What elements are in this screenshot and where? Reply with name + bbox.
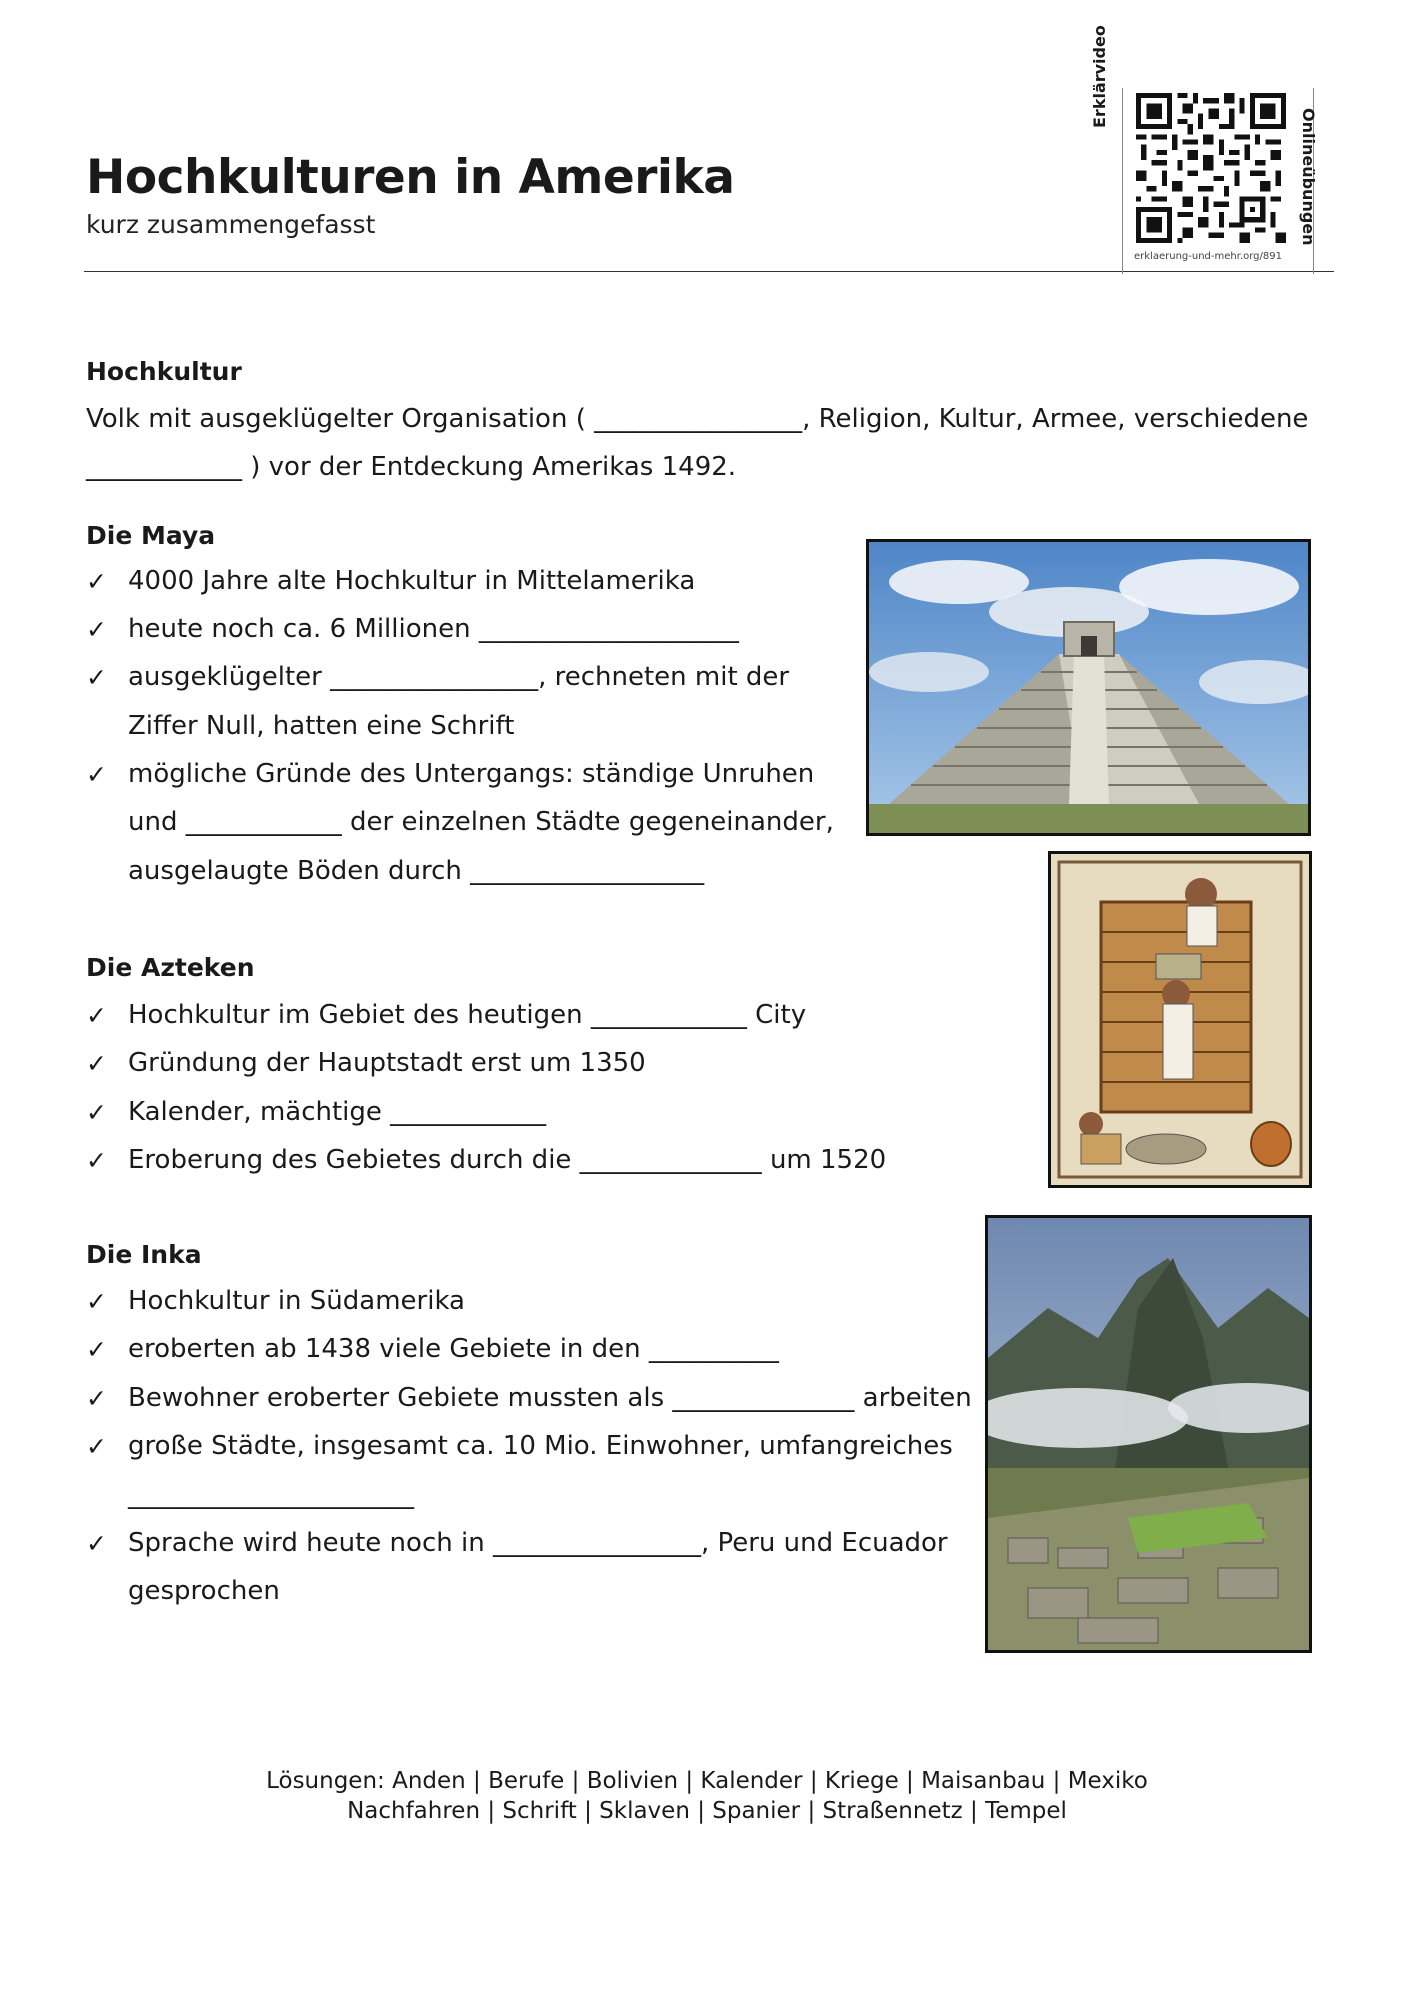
section-heading-hochkultur: Hochkultur <box>86 357 242 386</box>
page-title: Hochkulturen in Amerika <box>86 150 735 205</box>
checkmark-icon: ✓ <box>86 1146 107 1175</box>
checkmark-icon: ✓ <box>86 1529 107 1558</box>
online-exercises-label: Onlineübungen <box>1299 108 1318 246</box>
list-item-text: ______________________ <box>128 1480 414 1510</box>
list-item-text: und ____________ der einzelnen Städte gegeneinander, <box>128 807 834 837</box>
list-item-text: ausgeklügelter ________________, rechneten mit der <box>128 662 790 692</box>
solutions-box <box>0 1766 1414 1826</box>
list-item-text: 4000 Jahre alte Hochkultur in Mittelamerika <box>128 566 696 596</box>
list-item-text: heute noch ca. 6 Millionen ____________________ <box>128 614 739 644</box>
solutions-line-1: Lösungen: Anden | Berufe | Bolivien | Kalender | Kriege | Maisanbau | Mexiko <box>266 1768 1148 1794</box>
checkmark-icon: ✓ <box>86 663 107 692</box>
list-item-text: Sprache wird heute noch in ________________, Peru und Ecuador <box>128 1528 948 1558</box>
checkmark-icon: ✓ <box>86 1287 107 1316</box>
list-item-text: Ziffer Null, hatten eine Schrift <box>128 711 515 741</box>
list-item-text: Eroberung des Gebietes durch die ______________ um 1520 <box>128 1145 887 1175</box>
qr-url-text: erklaerung-und-mehr.org/891 <box>1134 251 1282 262</box>
aztec-codex-image <box>1048 851 1312 1188</box>
list-item-text: Kalender, mächtige ____________ <box>128 1097 547 1127</box>
explainer-video-label: Erklärvideo <box>1090 25 1109 128</box>
checkmark-icon: ✓ <box>86 1432 107 1461</box>
section-heading-azteken: Die Azteken <box>86 953 255 982</box>
list-item-text: mögliche Gründe des Untergangs: ständige Unruhen <box>128 759 815 789</box>
checkmark-icon: ✓ <box>86 1001 107 1030</box>
checkmark-icon: ✓ <box>86 1335 107 1364</box>
list-item-text: Gründung der Hauptstadt erst um 1350 <box>128 1048 646 1078</box>
checkmark-icon: ✓ <box>86 567 107 596</box>
list-item-text: ausgelaugte Böden durch __________________ <box>128 856 705 886</box>
machu-picchu-image <box>985 1215 1312 1653</box>
list-item-text: Hochkultur in Südamerika <box>128 1286 465 1316</box>
checkmark-icon: ✓ <box>86 760 107 789</box>
list-item-text: große Städte, insgesamt ca. 10 Mio. Einwohner, umfangreiches <box>128 1431 953 1461</box>
list-item-text: Hochkultur im Gebiet des heutigen ____________ City <box>128 1000 807 1030</box>
hochkultur-line-2: ____________ ) vor der Entdeckung Amerikas 1492. <box>86 452 737 482</box>
checkmark-icon: ✓ <box>86 1098 107 1127</box>
qr-code-icon[interactable] <box>1136 93 1286 243</box>
hochkultur-line-1: Volk mit ausgeklügelter Organisation ( ________________, Religion, Kultur, Armee, verschiedene <box>86 404 1309 434</box>
page-subtitle: kurz zusammengefasst <box>86 210 376 239</box>
list-item-text: Bewohner eroberter Gebiete mussten als ______________ arbeiten <box>128 1383 972 1413</box>
checkmark-icon: ✓ <box>86 615 107 644</box>
list-item-text: gesprochen <box>128 1576 280 1606</box>
checkmark-icon: ✓ <box>86 1384 107 1413</box>
section-heading-maya: Die Maya <box>86 521 216 550</box>
checkmark-icon: ✓ <box>86 1049 107 1078</box>
maya-pyramid-image <box>866 539 1311 836</box>
list-item-text: eroberten ab 1438 viele Gebiete in den __________ <box>128 1334 779 1364</box>
section-heading-inka: Die Inka <box>86 1240 202 1269</box>
solutions-line-2: Nachfahren | Schrift | Sklaven | Spanier | Straßennetz | Tempel <box>347 1798 1067 1824</box>
